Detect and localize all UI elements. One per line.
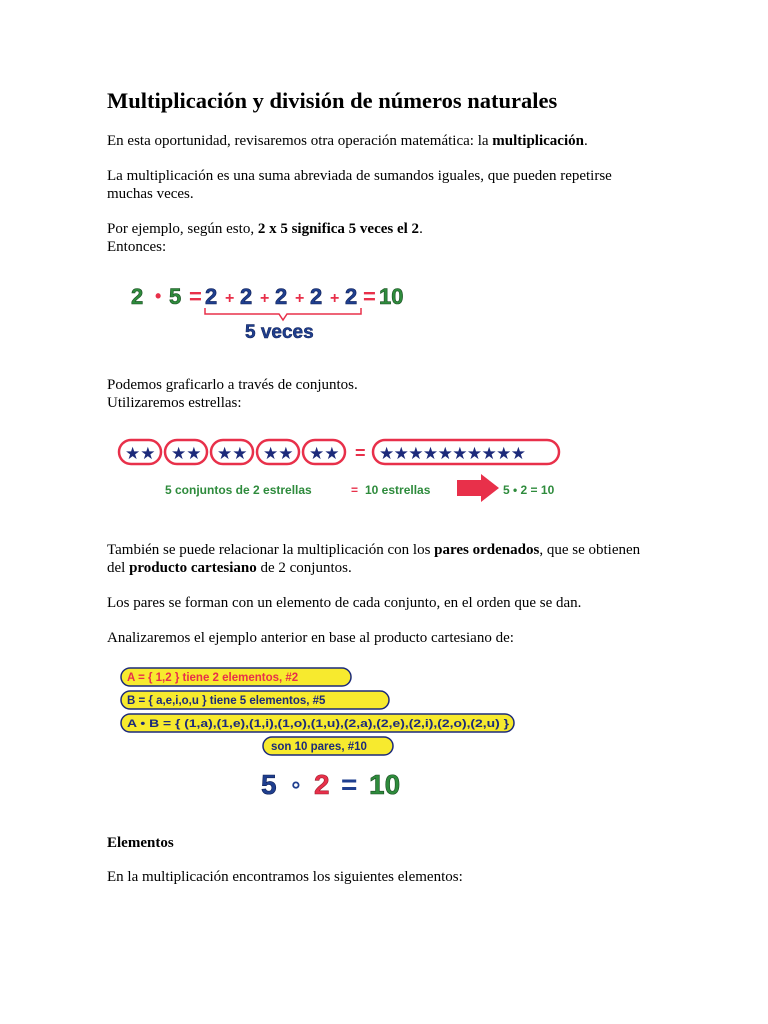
fig1-brace bbox=[205, 308, 361, 320]
fig1-eq-2: = bbox=[363, 284, 376, 309]
intro-paragraph bbox=[107, 132, 667, 150]
result-c: 10 bbox=[369, 769, 401, 800]
definition-paragraph bbox=[107, 167, 667, 203]
pairs-paragraph bbox=[107, 541, 667, 577]
fig1-eq-1: = bbox=[189, 284, 202, 309]
fig1-term-1: 2 bbox=[205, 284, 218, 309]
pairs-text-a: También se puede relacionar la multiplicación con los bbox=[107, 542, 435, 558]
cartesian-product-figure bbox=[119, 666, 519, 806]
pairs-text-f: de 2 conjuntos. bbox=[256, 560, 352, 576]
sets-paragraph bbox=[107, 376, 667, 412]
elements-paragraph: En la multiplicación encontramos los siguientes elementos: bbox=[107, 869, 463, 885]
elements-heading: Elementos bbox=[107, 835, 174, 851]
intro-text: En esta oportunidad, revisaremos otra operación matemática: la bbox=[107, 133, 493, 149]
star-group-3-stars: ★★ bbox=[217, 444, 248, 463]
set-b-label: B = { a,e,i,o,u } tiene 5 elementos, #5 bbox=[127, 695, 326, 707]
sets-line-1: Podemos graficarlo a través de conjuntos. bbox=[107, 377, 358, 393]
definition-line-2: muchas veces. bbox=[107, 186, 194, 202]
fig1-lhs-b: 5 bbox=[169, 284, 182, 309]
star-total-stars: ★★★★★★★★★★ bbox=[379, 444, 526, 463]
pairs-text-c: , que se obtienen bbox=[539, 542, 641, 558]
set-a-label: A = { 1,2 } tiene 2 elementos, #2 bbox=[127, 672, 299, 684]
sets-line-2: Utilizaremos estrellas: bbox=[107, 395, 242, 411]
example-text: Por ejemplo, según esto, bbox=[107, 221, 258, 237]
result-a: 5 bbox=[261, 769, 277, 800]
star-group-5-stars: ★★ bbox=[309, 444, 340, 463]
definition-line-1: La multiplicación es una suma abreviada de sumandos iguales, que pueden repetirse bbox=[107, 168, 612, 184]
analysis-paragraph: Analizaremos el ejemplo anterior en base al producto cartesiano de: bbox=[107, 630, 514, 646]
pairs-count-label: son 10 pares, #10 bbox=[271, 741, 367, 753]
fig1-dot: • bbox=[155, 286, 162, 306]
fig1-plus-3: + bbox=[295, 290, 305, 307]
fig1-brace-label: 5 veces bbox=[245, 322, 314, 343]
fig1-term-5: 2 bbox=[345, 284, 358, 309]
fig1-plus-1: + bbox=[225, 290, 235, 307]
star-caption-c: 5 • 2 = 10 bbox=[503, 483, 555, 497]
star-groups bbox=[119, 440, 345, 464]
result-b: 2 bbox=[314, 769, 330, 800]
fig1-result: 10 bbox=[379, 284, 404, 309]
star-caption-a: 5 conjuntos de 2 estrellas bbox=[165, 483, 312, 497]
star-group-1-stars: ★★ bbox=[125, 444, 156, 463]
intro-period: . bbox=[583, 133, 588, 149]
example-bold: 2 x 5 significa 5 veces el 2 bbox=[257, 221, 420, 237]
example-period: . bbox=[419, 221, 423, 237]
fig1-plus-4: + bbox=[330, 290, 340, 307]
product-label: A • B = { (1,a),(1,e),(1,i),(1,o),(1,u),(2,a),(2,e),(2,i),(2,o),(2,u) } bbox=[127, 718, 510, 730]
example-line-2: Entonces: bbox=[107, 239, 167, 255]
fig1-lhs-a: 2 bbox=[131, 284, 144, 309]
fig1-term-3: 2 bbox=[275, 284, 288, 309]
fig1-term-2: 2 bbox=[240, 284, 253, 309]
pairs-rule-paragraph: Los pares se forman con un elemento de cada conjunto, en el orden que se dan. bbox=[107, 595, 582, 611]
star-caption-b: 10 estrellas bbox=[365, 483, 431, 497]
fig1-plus-2: + bbox=[260, 290, 270, 307]
intro-bold-term: multiplicación bbox=[492, 133, 584, 149]
star-sets-figure bbox=[117, 436, 577, 506]
star-caption-eq: = bbox=[351, 483, 359, 497]
arrow-icon bbox=[457, 474, 499, 502]
pairs-text-d: del bbox=[107, 560, 130, 576]
result-dot: ∘ bbox=[289, 772, 303, 797]
star-group-2-stars: ★★ bbox=[171, 444, 202, 463]
example-paragraph bbox=[107, 220, 667, 256]
multiplication-sum-figure bbox=[127, 280, 427, 350]
result-eq: = bbox=[341, 769, 358, 800]
pairs-bold-b: producto cartesiano bbox=[129, 560, 257, 576]
fig1-term-4: 2 bbox=[310, 284, 323, 309]
star-equals: = bbox=[355, 443, 366, 463]
pairs-bold-a: pares ordenados bbox=[434, 542, 540, 558]
page-title: Multiplicación y división de números naturales bbox=[107, 88, 558, 113]
star-group-4-stars: ★★ bbox=[263, 444, 294, 463]
